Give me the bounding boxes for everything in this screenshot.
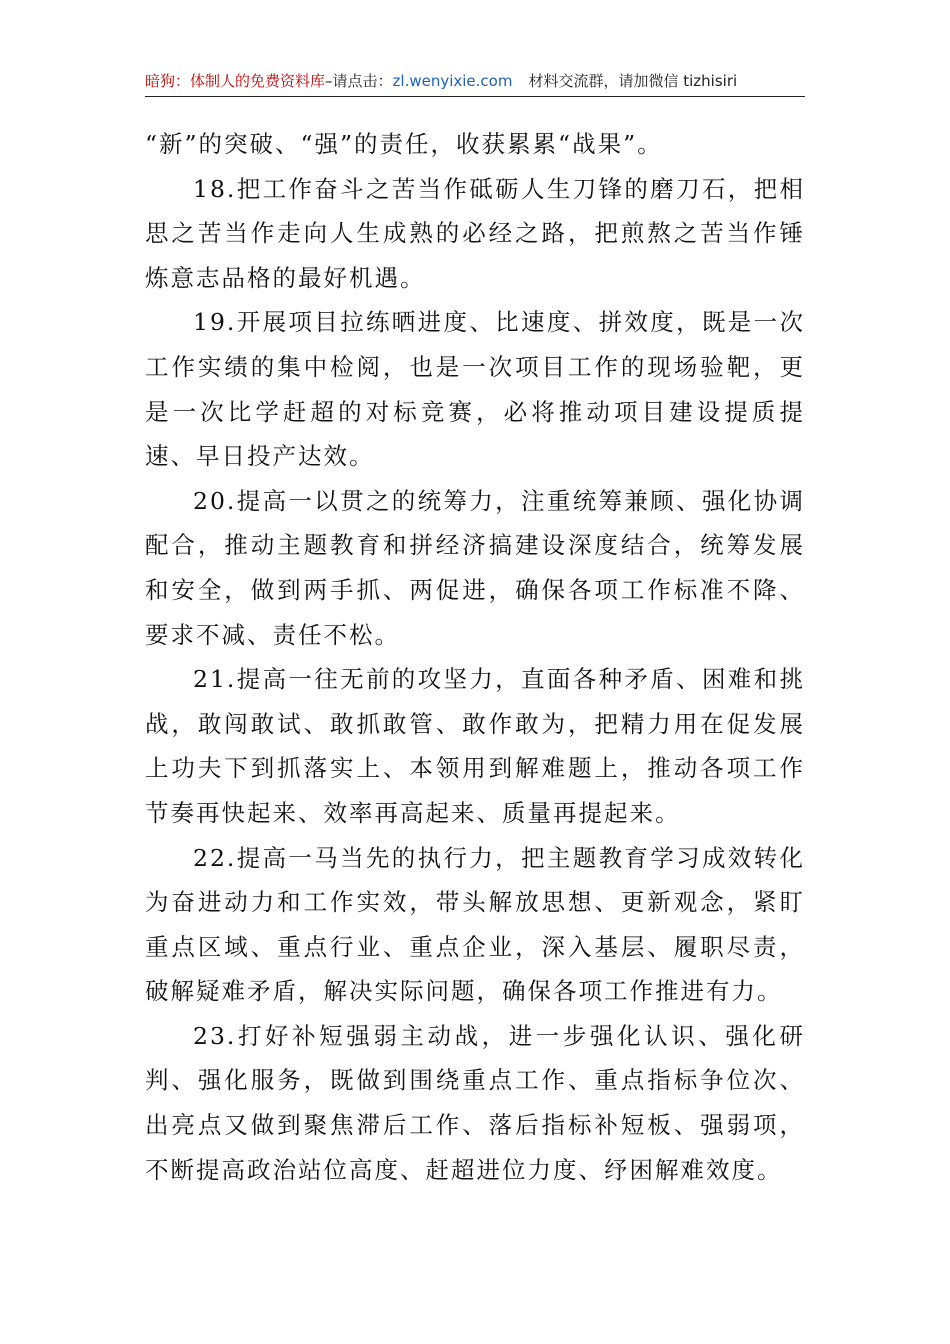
paragraph-23: 23.打好补短强弱主动战，进一步强化认识、强化研判、强化服务，既做到围绕重点工作、重点指标争位次、出亮点又做到聚焦滞后工作、落后指标补短板、强弱项，不断提高政治站位高度、赶超进位力度、纾困解难效度。 (145, 1021, 805, 1184)
header-brand: 暗狗：体制人的免费资料库 (145, 72, 326, 90)
document-body (145, 122, 805, 1192)
header-link[interactable]: zl.wenyixie.com (392, 72, 513, 90)
paragraph-21: 21.提高一往无前的攻坚力，直面各种矛盾、困难和挑战，敢闯敢试、敢抓敢管、敢作敢为，把精力用在促发展上功夫下到抓落实上、本领用到解难题上，推动各项工作节奏再快起来、效率再高起来、质量再提起来。 (145, 665, 805, 827)
continuation-paragraph: “新”的突破、“强”的责任，收获累累“战果”。 (145, 130, 663, 158)
paragraph-20: 20.提高一以贯之的统筹力，注重统筹兼顾、强化协调配合，推动主题教育和拼经济搞建设深度结合，统筹发展和安全，做到两手抓、两促进，确保各项工作标准不降、要求不减、责任不松。 (145, 486, 805, 649)
paragraph-19: 19.开展项目拉练晒进度、比速度、拼效度，既是一次工作实绩的集中检阅，也是一次项目工作的现场验靶，更是一次比学赶超的对标竞赛，必将推动项目建设提质提速、早日投产达效。 (145, 308, 805, 471)
page-header (145, 66, 805, 97)
header-prompt: –请点击： (325, 72, 393, 90)
paragraph-18: 18.把工作奋斗之苦当作砥砺人生刀锋的磨刀石，把相思之苦当作走向人生成熟的必经之路，把煎熬之苦当作锤炼意志品格的最好机遇。 (145, 174, 805, 292)
header-group-info: 材料交流群，请加微信 tizhisiri (528, 72, 738, 90)
paragraph-22: 22.提高一马当先的执行力，把主题教育学习成效转化为奋进动力和工作实效，带头解放思想、更新观念，紧盯重点区域、重点行业、重点企业，深入基层、履职尽责，破解疑难矛盾，解决实际问题，确保各项工作推进有力。 (145, 843, 805, 1006)
